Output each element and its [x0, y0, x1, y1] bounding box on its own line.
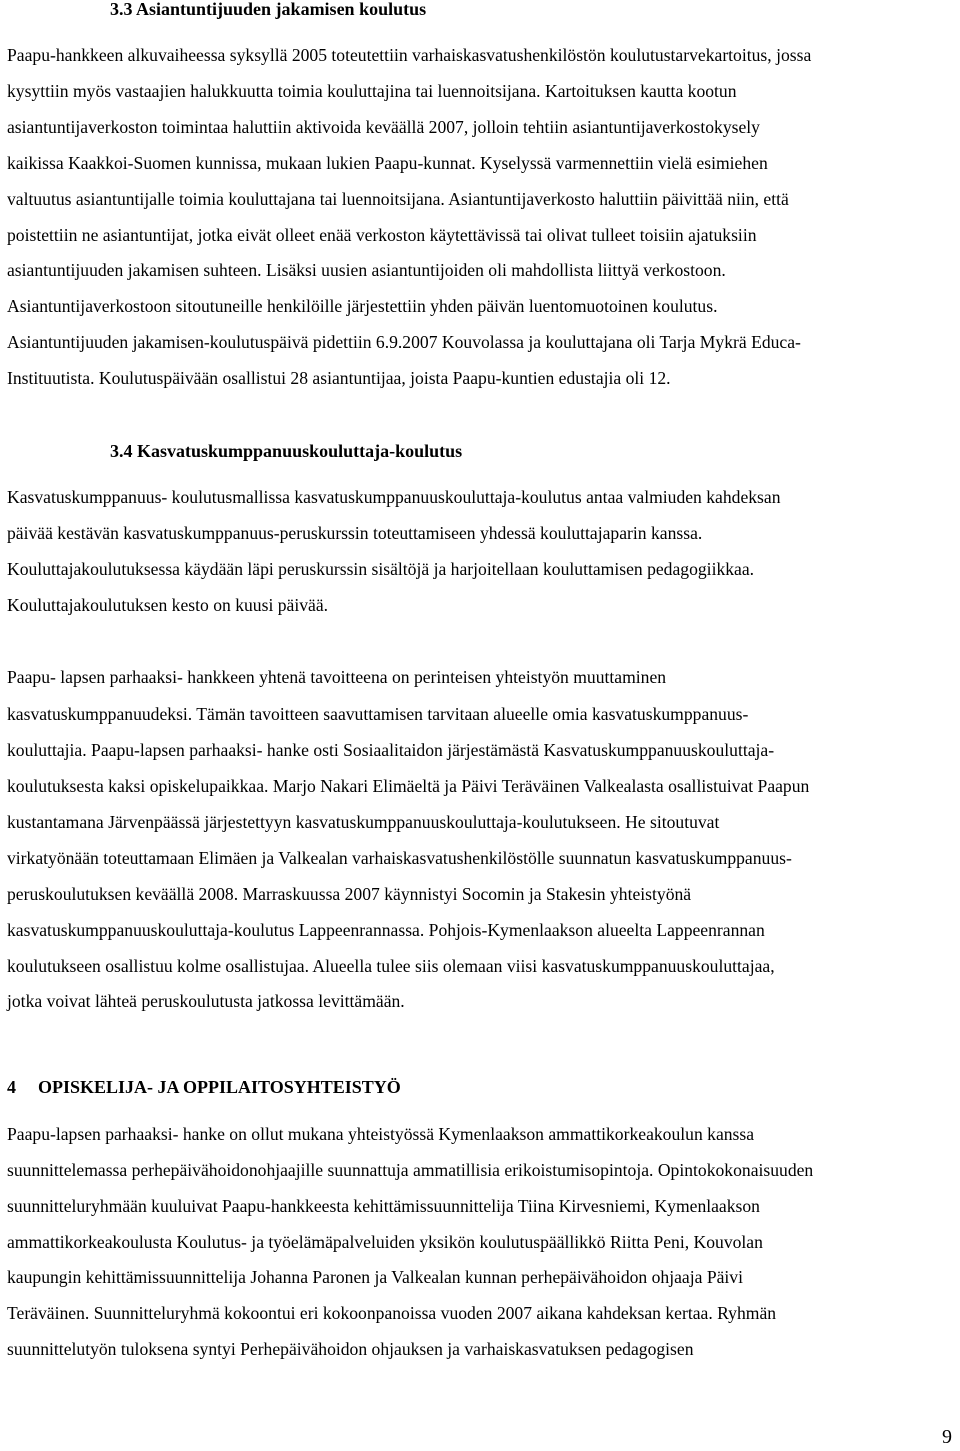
text-line: poistettiin ne asiantuntijat, jotka eivät olleet enää verkoston käytettävissä tai olivat tulleet toisiin ajatuksiin: [7, 225, 757, 245]
text-line: suunnitteluryhmään kuuluivat Paapu-hankkeesta kehittämissuunnittelija Tiina Kirvesniemi, Kymenlaakson: [7, 1196, 760, 1216]
text-line: kouluttajia. Paapu-lapsen parhaaksi- hanke osti Sosiaalitaidon järjestämästä Kasvatuskumppanuuskouluttaja-: [7, 740, 775, 760]
text-line: Paapu- lapsen parhaaksi- hankkeen yhtenä tavoitteena on perinteisen yhteistyön muuttaminen: [7, 667, 667, 687]
text-line: kysyttiin myös vastaajien halukkuutta toimia kouluttajina tai luennoitsijana. Kartoituksen kautta kootun: [7, 81, 737, 101]
section-number: 4: [7, 1077, 16, 1097]
text-line: koulutuksesta kaksi opiskelupaikkaa. Marjo Nakari Elimäeltä ja Päivi Teräväinen Valkealasta osallistuivat Paapun: [7, 776, 810, 796]
text-line: Asiantuntijuuden jakamisen-koulutuspäivä pidettiin 6.9.2007 Kouvolassa ja kouluttajana oli Tarja Mykrä Educa-: [7, 332, 801, 352]
text-line: ammattikorkeakoulusta Koulutus- ja työelämäpalveluiden yksikön koulutuspäällikkö Riitta Peni, Kouvolan: [7, 1232, 763, 1252]
text-line: Paapu-hankkeen alkuvaiheessa syksyllä 2005 toteutettiin varhaiskasvatushenkilöstön koulutustarvekartoitus, jossa: [7, 45, 812, 65]
text-line: suunnittelemassa perhepäivähoidonohjaajille suunnattuja ammatillisia erikoistumisopintoja. Opintokokonaisuuden: [7, 1160, 814, 1180]
text-line: kaikissa Kaakkoi-Suomen kunnissa, mukaan lukien Paapu-kunnat. Kyselyssä varmennettiin vielä esimiehen: [7, 153, 768, 173]
text-line: kustantamana Järvenpäässä järjestettyyn kasvatuskumppanuuskouluttaja-koulutukseen. He sitoutuvat: [7, 812, 720, 832]
section-heading-3-3: 3.3 Asiantuntijuuden jakamisen koulutus: [110, 0, 427, 19]
page-number: 9: [942, 1426, 952, 1448]
text-line: Instituutista. Koulutuspäivään osallistui 28 asiantuntijaa, joista Paapu-kuntien edustajia oli 12.: [7, 368, 671, 388]
text-line: Kasvatuskumppanuus- koulutusmallissa kasvatuskumppanuuskouluttaja-koulutus antaa valmiuden kahdeksan: [7, 487, 781, 507]
section-heading-3-4: 3.4 Kasvatuskumppanuuskouluttaja-koulutus: [110, 441, 463, 461]
text-line: valtuutus asiantuntijalle toimia kouluttajana tai luennoitsijana. Asiantuntijaverkosto haluttiin päivittää niin, että: [7, 189, 789, 209]
text-line: virkatyönään toteuttamaan Elimäen ja Valkealan varhaiskasvatushenkilöstölle suunnatun kasvatuskumppanuus-: [7, 848, 792, 868]
text-line: Asiantuntijaverkostoon sitoutuneille henkilöille järjestettiin yhden päivän luentomuotoinen koulutus.: [7, 296, 718, 316]
text-line: päivää kestävän kasvatuskumppanuus-peruskurssin toteuttamiseen yhdessä kouluttajaparin kanssa.: [7, 523, 703, 543]
text-line: peruskoulutuksen keväällä 2008. Marraskuussa 2007 käynnistyi Socomin ja Stakesin yhteistyönä: [7, 884, 692, 904]
text-line: Kouluttajakoulutuksessa käydään läpi peruskurssin sisältöjä ja harjoitellaan kouluttamisen pedagogiikkaa.: [7, 559, 755, 579]
text-line: koulutukseen osallistuu kolme osallistujaa. Alueella tulee siis olemaan viisi kasvatuskumppanuuskouluttajaa,: [7, 956, 775, 976]
text-line: Paapu-lapsen parhaaksi- hanke on ollut mukana yhteistyössä Kymenlaakson ammattikorkeakoulun kanssa: [7, 1124, 755, 1144]
text-line: kaupungin kehittämissuunnittelija Johanna Paronen ja Valkealan kunnan perhepäivähoidon ohjaaja Päivi: [7, 1267, 743, 1287]
text-line: jotka voivat lähteä peruskoulutusta jatkossa levittämään.: [7, 991, 405, 1011]
section-heading-4: [7, 1076, 401, 1098]
text-line: asiantuntijaverkoston toimintaa haluttiin aktivoida keväällä 2007, jolloin tehtiin asiantuntijaverkostokysely: [7, 117, 760, 137]
text-line: kasvatuskumppanuudeksi. Tämän tavoitteen saavuttamisen tarvitaan alueelle omia kasvatuskumppanuus-: [7, 704, 749, 724]
text-line: asiantuntijuuden jakamisen suhteen. Lisäksi uusien asiantuntijoiden oli mahdollista liittyä verkostoon.: [7, 260, 726, 280]
text-line: Kouluttajakoulutuksen kesto on kuusi päivää.: [7, 595, 329, 615]
text-line: suunnittelutyön tuloksena syntyi Perhepäivähoidon ohjauksen ja varhaiskasvatuksen pedagogisen: [7, 1339, 694, 1359]
text-line: kasvatuskumppanuuskouluttaja-koulutus Lappeenrannassa. Pohjois-Kymenlaakson alueelta Lappeenrannan: [7, 920, 765, 940]
text-line: Teräväinen. Suunnitteluryhmä kokoontui eri kokoonpanoissa vuoden 2007 aikana kahdeksan kertaa. Ryhmän: [7, 1303, 777, 1323]
section-title: OPISKELIJA- JA OPPILAITOSYHTEISTYÖ: [38, 1077, 401, 1097]
